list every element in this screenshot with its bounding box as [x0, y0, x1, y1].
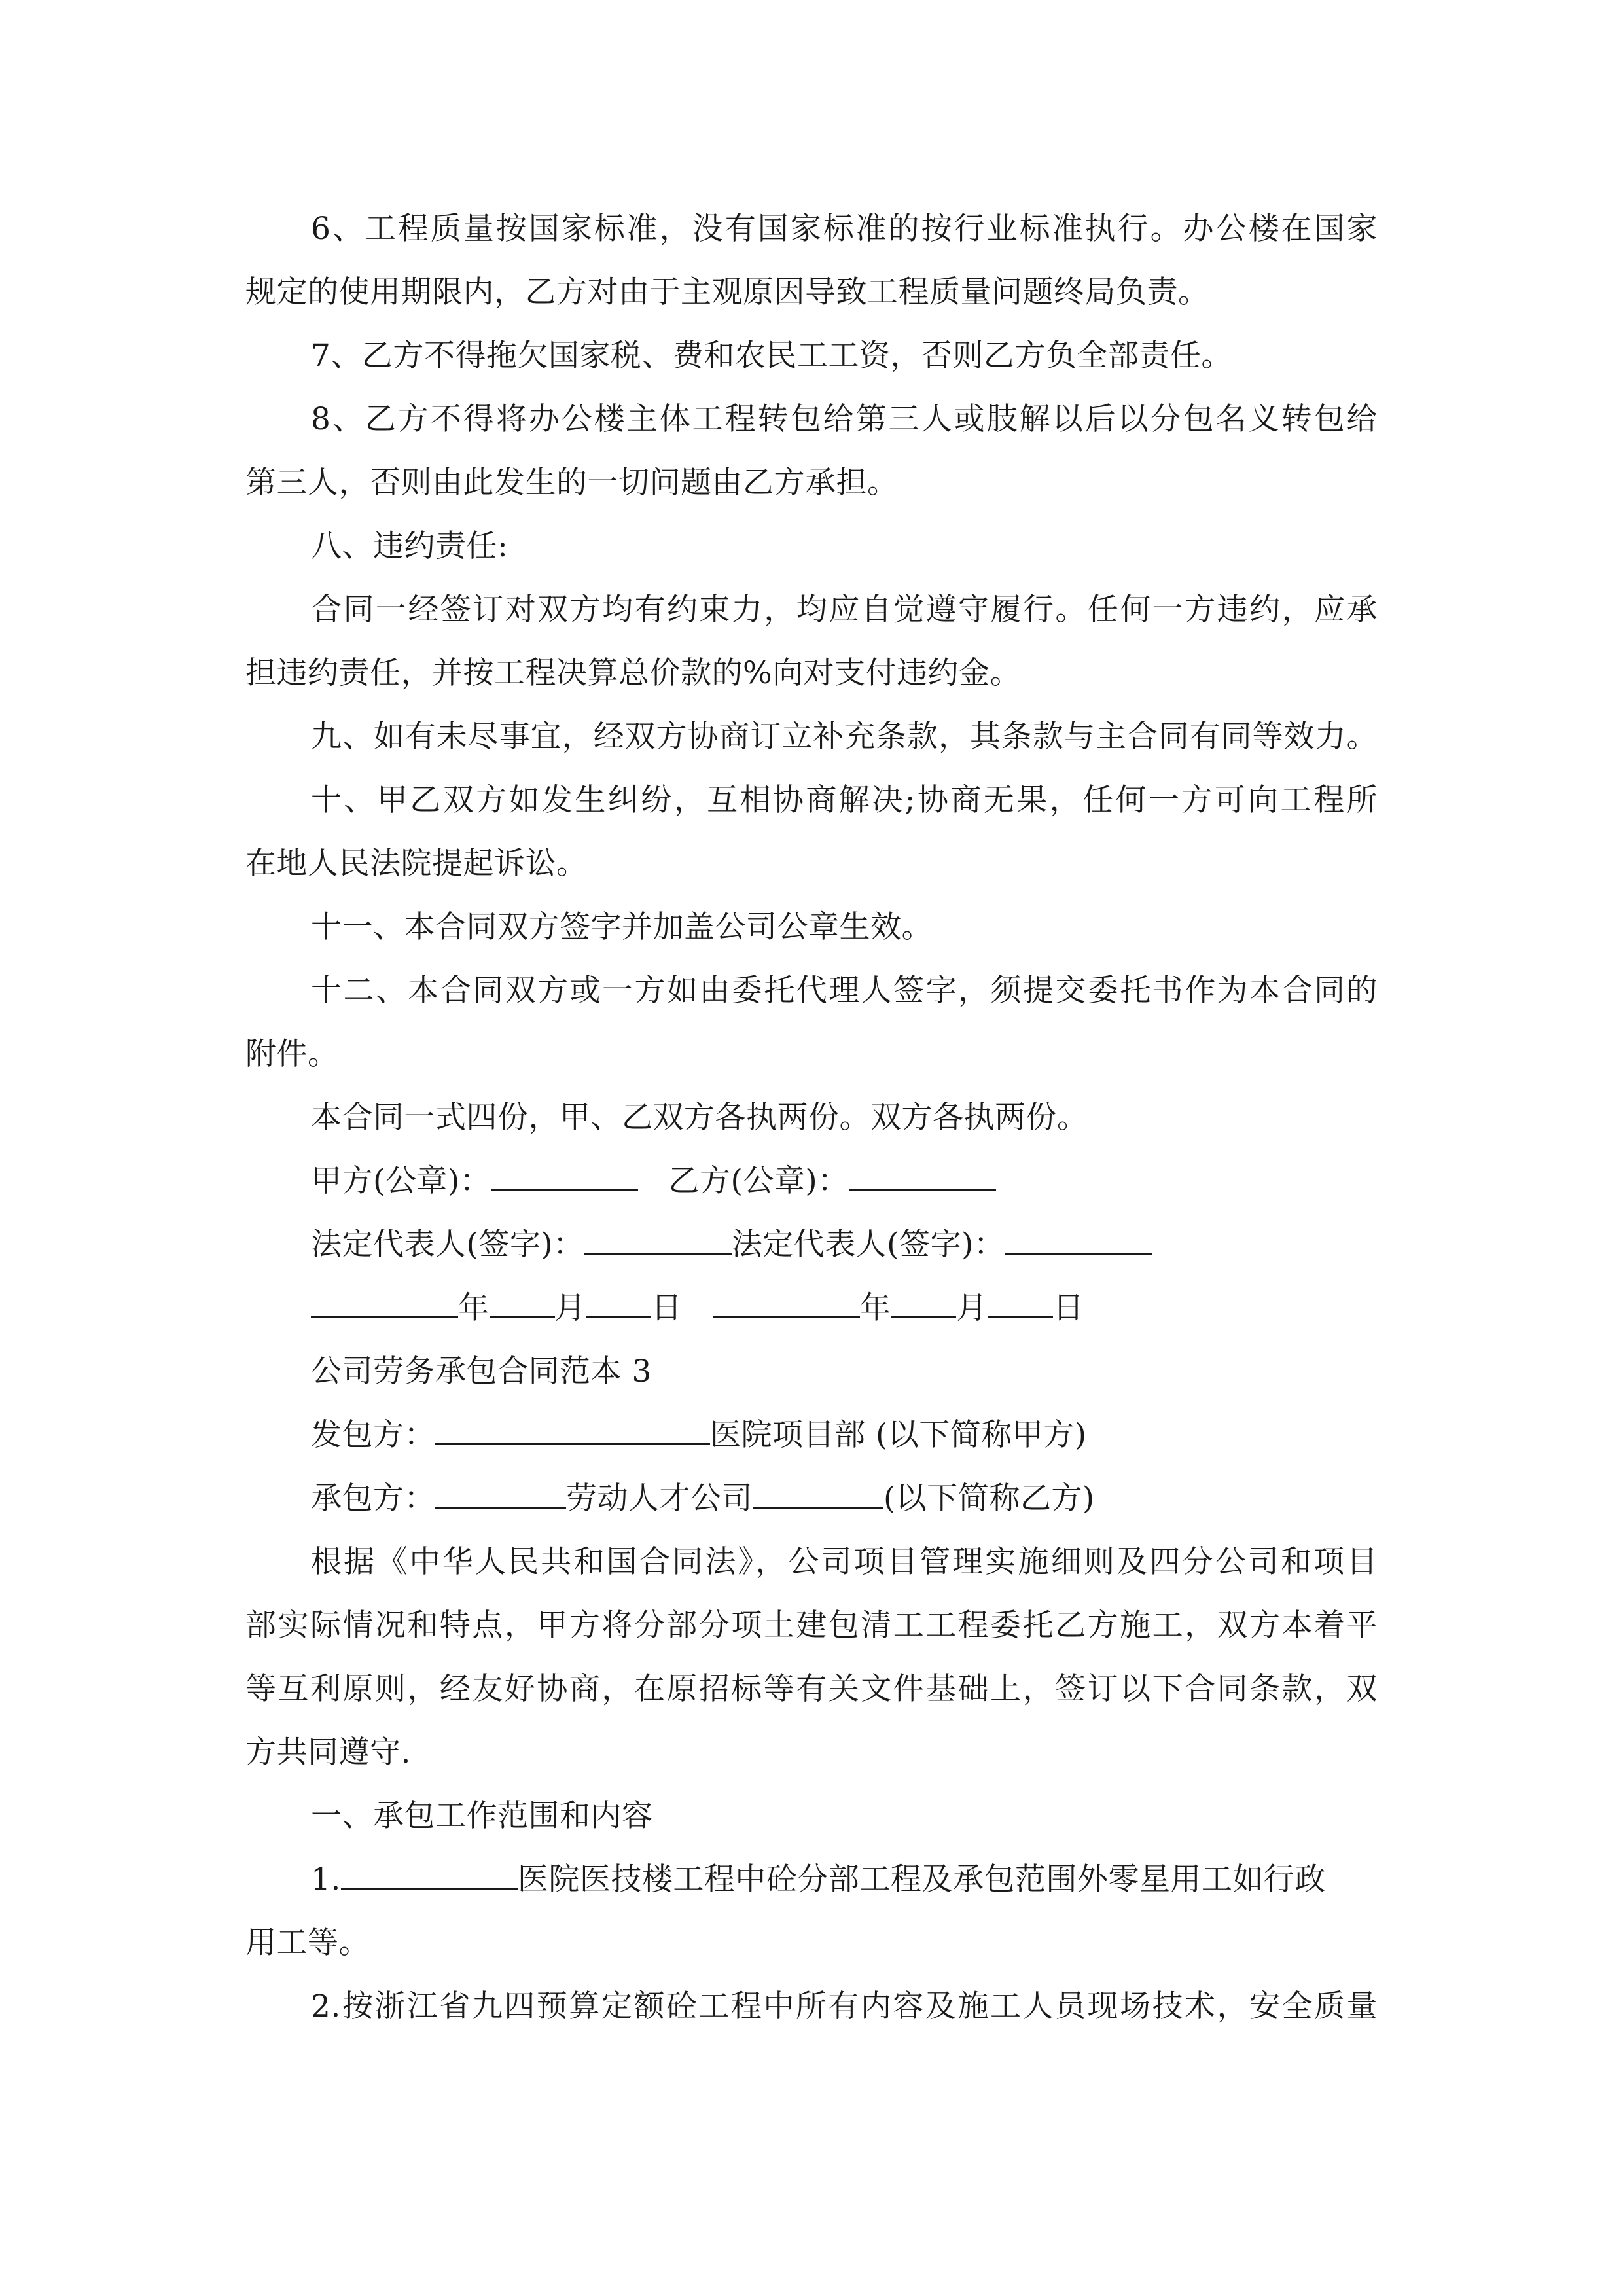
- item-1-text: 医院医技楼工程中砼分部工程及承包范围外零星用工如行政: [517, 1861, 1326, 1897]
- date-a-month-blank[interactable]: [490, 1290, 555, 1318]
- clause-8-line-1: 8、乙方不得将办公楼主体工程转包给第三人或肢解以后以分包名义转包给: [311, 401, 1378, 437]
- date-line: [311, 1289, 1084, 1328]
- copies-clause: 本合同一式四份，甲、乙双方各执两份。双方各执两份。: [311, 1100, 1088, 1136]
- clause-6-line-2: 规定的使用期限内，乙方对由于主观原因导致工程质量问题终局负责。: [245, 274, 1209, 310]
- contractor-blank-1[interactable]: [435, 1480, 566, 1509]
- contractor-name: 劳动人才公司: [566, 1480, 753, 1516]
- party-a-seal-label: 甲方(公章)：: [311, 1163, 491, 1199]
- breach-line-1: 合同一经签订对双方均有约束力，均应自觉遵守履行。任何一方违约，应承: [311, 592, 1378, 628]
- section-10-line-1: 十、甲乙双方如发生纠纷，互相协商解决;协商无果，任何一方可向工程所: [311, 782, 1378, 818]
- employer-label: 发包方：: [311, 1417, 435, 1453]
- scope-item-1: [311, 1860, 1326, 1899]
- date-a-year-blank[interactable]: [311, 1290, 458, 1318]
- party-seal-line: [311, 1162, 996, 1201]
- breach-line-2: 担违约责任，并按工程决算总价款的%向对支付违约金。: [245, 655, 1022, 691]
- section-12-line-2: 附件。: [245, 1036, 339, 1072]
- legal-rep-a-blank[interactable]: [584, 1227, 732, 1255]
- date-b-day-label: 日: [1052, 1290, 1084, 1326]
- contractor-label: 承包方：: [311, 1480, 435, 1516]
- preamble-line-2: 部实际情况和特点，甲方将分部分项土建包清工工程委托乙方施工，双方本着平: [245, 1607, 1378, 1643]
- date-b-year-blank[interactable]: [713, 1290, 860, 1318]
- date-a-year-label: 年: [458, 1290, 490, 1326]
- legal-rep-a-label: 法定代表人(签字)：: [311, 1227, 584, 1263]
- section-9: 九、如有未尽事宜，经双方协商订立补充条款，其条款与主合同有同等效力。: [311, 719, 1378, 755]
- date-a-day-label: 日: [651, 1290, 683, 1326]
- contractor-blank-2[interactable]: [753, 1480, 883, 1509]
- preamble-line-1: 根据《中华人民共和国合同法》，公司项目管理实施细则及四分公司和项目: [311, 1544, 1378, 1580]
- contractor-line: [311, 1479, 1095, 1518]
- section-11: 十一、本合同双方签字并加盖公司公章生效。: [311, 909, 933, 945]
- scope-heading: 一、承包工作范围和内容: [311, 1798, 653, 1834]
- employer-line: [311, 1416, 1087, 1455]
- party-b-seal-blank[interactable]: [849, 1163, 996, 1191]
- clause-8-line-2: 第三人，否则由此发生的一切问题由乙方承担。: [245, 465, 899, 501]
- date-b-month-blank[interactable]: [891, 1290, 956, 1318]
- party-a-seal-blank[interactable]: [491, 1163, 638, 1191]
- clause-7: 7、乙方不得拖欠国家税、费和农民工工资，否则乙方负全部责任。: [311, 338, 1232, 374]
- scope-item-2: 2.按浙江省九四预算定额砼工程中所有内容及施工人员现场技术，安全质量: [311, 1988, 1378, 2024]
- preamble-line-4: 方共同遵守.: [245, 1734, 411, 1770]
- section-12-line-1: 十二、本合同双方或一方如由委托代理人签字，须提交委托书作为本合同的: [311, 973, 1378, 1009]
- item-1-blank[interactable]: [341, 1861, 518, 1890]
- date-b-year-label: 年: [859, 1290, 891, 1326]
- contractor-suffix: (以下简称乙方): [883, 1480, 1095, 1516]
- date-a-day-blank[interactable]: [586, 1290, 651, 1318]
- clause-6-line-1: 6、工程质量按国家标准，没有国家标准的按行业标准执行。办公楼在国家: [311, 211, 1378, 247]
- party-b-seal-label: 乙方(公章)：: [668, 1163, 849, 1199]
- date-a-month-label: 月: [554, 1290, 586, 1326]
- contract-3-title: 公司劳务承包合同范本 3: [311, 1354, 652, 1390]
- legal-rep-line: [311, 1225, 1152, 1265]
- date-b-day-blank[interactable]: [988, 1290, 1053, 1318]
- section-8-heading: 八、违约责任:: [311, 528, 508, 564]
- employer-blank[interactable]: [435, 1417, 710, 1445]
- scope-item-1-cont: 用工等。: [245, 1925, 370, 1961]
- preamble-line-3: 等互利原则，经友好协商，在原招标等有关文件基础上，签订以下合同条款，双: [245, 1671, 1378, 1707]
- section-10-line-2: 在地人民法院提起诉讼。: [245, 846, 588, 882]
- legal-rep-b-blank[interactable]: [1005, 1227, 1152, 1255]
- employer-suffix: 医院项目部 (以下简称甲方): [710, 1417, 1087, 1453]
- item-1-prefix: 1.: [311, 1861, 341, 1897]
- date-b-month-label: 月: [956, 1290, 988, 1326]
- legal-rep-b-label: 法定代表人(签字)：: [731, 1227, 1005, 1263]
